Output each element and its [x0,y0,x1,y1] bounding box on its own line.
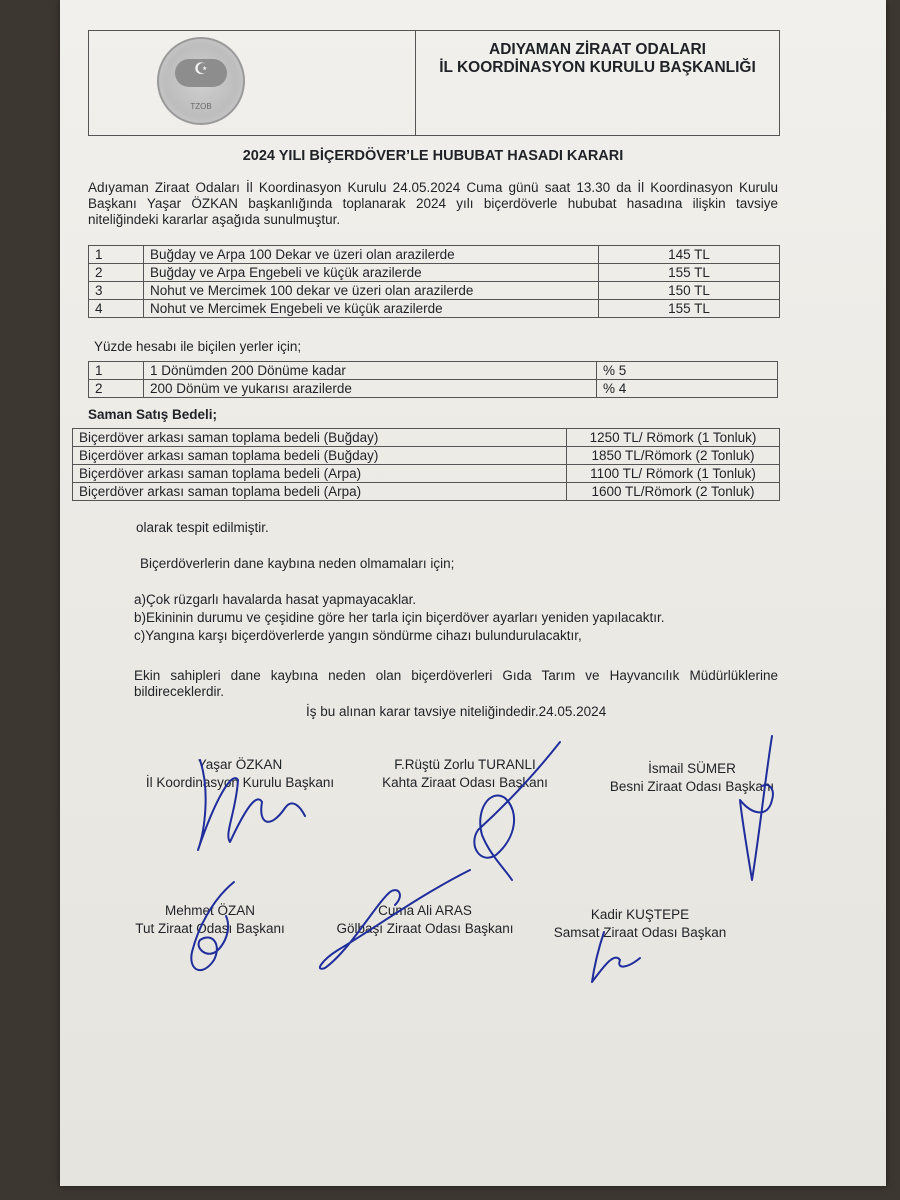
row-number: 3 [89,282,144,300]
row-number: 1 [89,246,144,264]
determined-text: olarak tespit edilmiştir. [136,520,269,535]
row-description: Buğday ve Arpa 100 Dekar ve üzeri olan arazilerde [144,246,599,264]
row-price: 145 TL [599,246,780,264]
row-description: Biçerdöver arkası saman toplama bedeli (Buğday) [73,429,567,447]
signatory-role: Samsat Ziraat Odası Başkan [553,925,727,940]
signature-kustepe [592,932,640,982]
grain-loss-intro: Biçerdöverlerin dane kaybına neden olmamaları için; [140,556,455,571]
document-title: 2024 YILI BİÇERDÖVER’LE HUBUBAT HASADI KARARI [242,148,624,164]
row-number: 2 [89,380,144,398]
row-rate: % 5 [597,362,778,380]
seal-text: TZOB [190,102,212,111]
signatory-role: Kahta Ziraat Odası Başkanı [382,775,548,790]
row-price: 150 TL [599,282,780,300]
row-price: 155 TL [599,300,780,318]
rule-c: c)Yangına karşı biçerdöverlerde yangın söndürme cihazı bulundurulacaktır, [134,628,582,643]
row-description: Biçerdöver arkası saman toplama bedeli (Arpa) [73,465,567,483]
signatory-role: İl Koordinasyon Kurulu Başkanı [145,775,335,790]
row-number: 1 [89,362,144,380]
row-price: 155 TL [599,264,780,282]
signature-ozan [191,882,234,970]
signatory-name: Cuma Ali ARAS [378,903,472,918]
letterhead-line-2: İL KOORDİNASYON KURULU BAŞKANLIĞI [439,59,756,76]
signature-turanli [474,742,560,880]
letterhead-line-1: ADIYAMAN ZİRAAT ODALARI [489,41,706,58]
signatory-role: Tut Ziraat Odası Başkanı [135,921,285,936]
row-description: 1 Dönümden 200 Dönüme kadar [144,362,597,380]
signatory-name: Mehmet ÖZAN [164,903,256,918]
signatory-role: Gölbaşı Ziraat Odası Başkanı [336,921,514,936]
closing-statement: İş bu alınan karar tavsiye niteliğindedir.24.05.2024 [306,704,607,719]
rule-a: a)Çok rüzgarlı havalarda hasat yapmayacaklar. [134,592,417,607]
row-rate: % 4 [597,380,778,398]
row-price: 1600 TL/Römork (2 Tonluk) [567,483,780,501]
signature-sumer [740,736,773,880]
signatory-role: Besni Ziraat Odası Başkanı [609,779,775,794]
signature-aras [320,870,470,969]
rule-b: b)Ekininin durumu ve çeşidine göre her tarla için biçerdöver ayarları yeniden yapılacaktır. [134,610,665,625]
signatory-name: F.Rüştü Zorlu TURANLI [394,757,536,772]
row-description: Biçerdöver arkası saman toplama bedeli (Arpa) [73,483,567,501]
seal-star-icon: ☪ [193,61,209,78]
intro-paragraph: Adıyaman Ziraat Odaları İl Koordinasyon Kurulu 24.05.2024 Cuma günü saat 13.30 da İl Koordinasyon Kurulu Başkanı Yaşar ÖZKAN başkanlığında toplanarak 2024 yılı biçerdöverle hububat hasadına ilişkin tavsiye niteliğindeki kararlar aşağıda sunulmuştur. [88,180,778,227]
row-number: 4 [89,300,144,318]
signatory-name: İsmail SÜMER [648,761,736,776]
signatory-name: Kadir KUŞTEPE [590,907,690,922]
signature-ozkan [198,760,305,850]
report-paragraph: Ekin sahipleri dane kaybına neden olan biçerdöverleri Gıda Tarım ve Hayvancılık Müdürlüklerine bildireceklerdir. [134,668,778,699]
percentage-section-title: Yüzde hesabı ile biçilen yerler için; [94,339,302,354]
row-price: 1850 TL/Römork (2 Tonluk) [567,447,780,465]
row-price: 1250 TL/ Römork (1 Tonluk) [567,429,780,447]
row-number: 2 [89,264,144,282]
row-description: 200 Dönüm ve yukarısı arazilerde [144,380,597,398]
straw-section-title: Saman Satış Bedeli; [88,407,218,422]
signatory-name: Yaşar ÖZKAN [197,757,283,772]
row-description: Nohut ve Mercimek 100 dekar ve üzeri olan arazilerde [144,282,599,300]
row-description: Buğday ve Arpa Engebeli ve küçük arazilerde [144,264,599,282]
row-price: 1100 TL/ Römork (1 Tonluk) [567,465,780,483]
row-description: Biçerdöver arkası saman toplama bedeli (Buğday) [73,447,567,465]
row-description: Nohut ve Mercimek Engebeli ve küçük arazilerde [144,300,599,318]
